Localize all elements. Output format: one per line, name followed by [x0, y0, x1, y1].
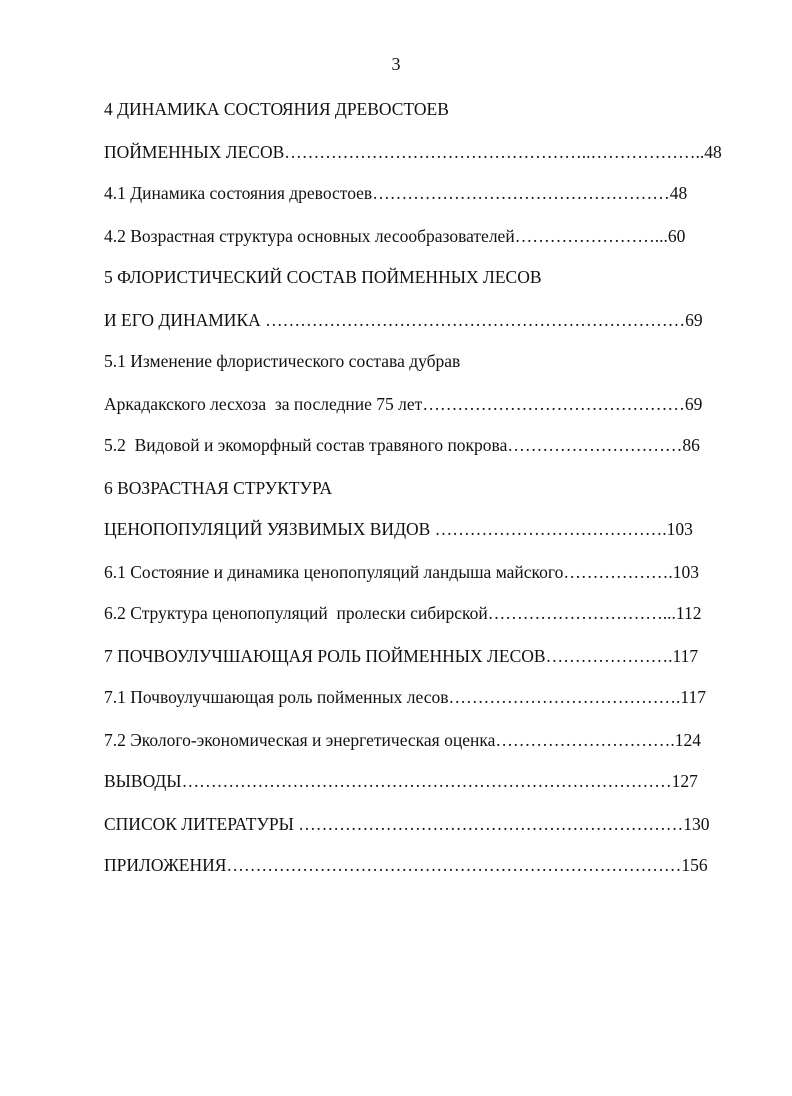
toc-line: [104, 518, 693, 540]
toc-leader-dots: …………………………: [507, 435, 683, 455]
toc-line: [104, 770, 698, 792]
toc-line: [104, 477, 332, 499]
toc-leader-dots: ……………………………………………..………………..: [284, 142, 705, 162]
toc-entry-text: 5.2 Видовой и экоморфный состав травяного покрова: [104, 435, 508, 455]
toc-line: [104, 266, 542, 288]
toc-line: [104, 645, 698, 667]
toc-leader-dots: ……………….: [563, 562, 673, 582]
toc-line: [104, 350, 460, 372]
toc-leader-dots: …………………………………………………………: [293, 814, 684, 834]
toc-page-number: 117: [672, 646, 699, 666]
toc-leader-dots: ……………………………………………: [372, 183, 670, 203]
toc-line: [104, 434, 700, 456]
page-number: 3: [391, 54, 401, 74]
toc-page-number: 124: [674, 730, 701, 750]
toc-entry-text: 6.1 Состояние и динамика ценопопуляций ландыша майского: [104, 562, 564, 582]
toc-leader-dots: …………………………………………………………………………: [181, 771, 672, 791]
toc-leader-dots: ………………………………….: [430, 519, 667, 539]
toc-entry-text: 7.2 Эколого-экономическая и энергетическая оценка: [104, 730, 496, 750]
toc-leader-dots: ………………………….: [495, 730, 675, 750]
toc-line: [104, 602, 701, 624]
toc-entry-text: 6.2 Структура ценопопуляций пролески сибирской: [104, 603, 488, 623]
toc-entry-text: Аркадакского лесхоза за последние 75 лет: [104, 394, 423, 414]
toc-leader-dots: ……………………...: [514, 226, 668, 246]
toc-leader-dots: ……………………………………………………………………: [226, 855, 682, 875]
toc-entry-text: 7 ПОЧВОУЛУЧШАЮЩАЯ РОЛЬ ПОЙМЕННЫХ ЛЕСОВ: [104, 646, 546, 666]
toc-page-number: 130: [683, 814, 710, 834]
toc-entry-text: 4.1 Динамика состояния древостоев: [104, 183, 373, 203]
toc-line: [104, 98, 449, 120]
toc-entry-text: ЦЕНОПОПУЛЯЦИЙ УЯЗВИМЫХ ВИДОВ: [104, 519, 431, 539]
toc-page-number: 69: [685, 310, 703, 330]
toc-line: [104, 182, 687, 204]
toc-page-number: 60: [667, 226, 686, 246]
toc-line: [104, 813, 710, 835]
toc-page-number: 69: [684, 394, 703, 414]
toc-page-number: 103: [672, 562, 700, 582]
toc-line: [104, 309, 703, 331]
toc-line: [104, 686, 706, 708]
toc-entry-text: СПИСОК ЛИТЕРАТУРЫ: [104, 814, 294, 834]
toc-entry-text: 7.1 Почвоулучшающая роль пойменных лесов: [104, 687, 449, 707]
toc-entry-text: 5.1 Изменение флористического состава дубрав: [104, 351, 461, 371]
toc-page-number: 156: [681, 855, 708, 875]
toc-entry-text: ПОЙМЕННЫХ ЛЕСОВ: [104, 142, 285, 162]
toc-entry-text: 5 ФЛОРИСТИЧЕСКИЙ СОСТАВ ПОЙМЕННЫХ ЛЕСОВ: [104, 267, 542, 287]
toc-page-number: 103: [666, 519, 693, 539]
toc-page-number: 117: [680, 687, 706, 707]
toc-page-number: 48: [704, 142, 722, 162]
toc-line: [104, 854, 708, 876]
toc-entry-text: ПРИЛОЖЕНИЯ: [104, 855, 227, 875]
toc-page-number: 112: [675, 603, 702, 623]
toc-leader-dots: ………………….: [545, 646, 673, 666]
toc-entry-text: И ЕГО ДИНАМИКА: [104, 310, 261, 330]
toc-line: [104, 393, 702, 415]
toc-line: [104, 141, 722, 163]
toc-leader-dots: ………………………………………………………………: [260, 310, 686, 330]
toc-page-number: 86: [682, 435, 700, 455]
toc-leader-dots: …………………………...: [487, 603, 676, 623]
toc-line: [104, 225, 685, 247]
toc-leader-dots: ………………………………….: [448, 687, 681, 707]
toc-page-number: 127: [671, 771, 698, 791]
toc-leader-dots: ………………………………………: [422, 394, 685, 414]
toc-entry-text: 4 ДИНАМИКА СОСТОЯНИЯ ДРЕВОСТОЕВ: [104, 99, 449, 119]
toc-entry-text: 6 ВОЗРАСТНАЯ СТРУКТУРА: [104, 478, 333, 498]
toc-page-number: 48: [669, 183, 688, 203]
toc-entry-text: 4.2 Возрастная структура основных лесообразователей: [104, 226, 515, 246]
toc-line: [104, 561, 699, 583]
toc-entry-text: ВЫВОДЫ: [104, 771, 182, 791]
toc-line: [104, 729, 701, 751]
